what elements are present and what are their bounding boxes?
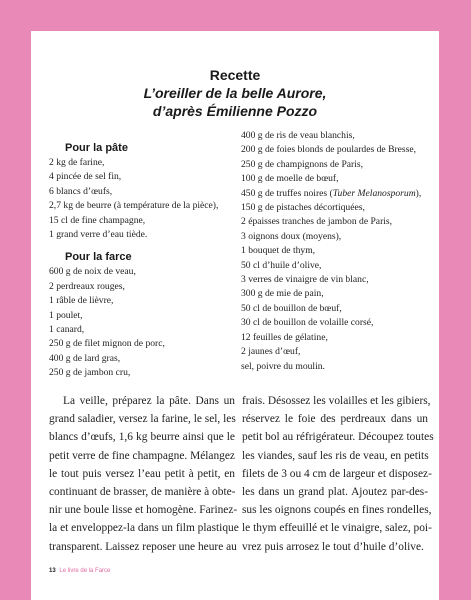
pate-item: 4 pincée de sel fin,	[49, 171, 122, 183]
farce-item: 12 feuilles de gélatine,	[241, 331, 328, 343]
pate-item: 2,7 kg de beurre (à température de la pièce),	[49, 200, 219, 212]
farce-item: 250 g de champignons de Paris,	[241, 158, 364, 170]
page-number: 13	[49, 568, 56, 574]
pate-item: 1 grand verre d’eau tiède.	[49, 229, 148, 241]
body-line: filets de 3 ou 4 cm de largeur et disposez-	[242, 467, 432, 480]
body-line: la et enveloppez-la dans un film plastique	[49, 522, 239, 535]
body-line: le tout puis versez l’eau petit à petit, en	[49, 467, 235, 480]
body-line: grand saladier, versez la farine, le sel, les	[49, 413, 236, 426]
farce-item: 250 g de jambon cru,	[49, 367, 131, 379]
pate-item: 6 blancs d’œufs,	[49, 185, 113, 197]
body-line: continuant de brasser, de manière à obte-	[49, 486, 236, 499]
body-line: transparent. Laissez reposer une heure au	[49, 540, 237, 553]
scientific-name: Tuber Melanosporum	[332, 187, 416, 199]
farce-item: 450 g de truffes noires (Tuber Melanosporum),	[241, 187, 422, 199]
farce-item: 400 g de lard gras,	[49, 352, 121, 364]
body-line: le thym effeuillé et le vinaigre, salez, poi-	[242, 522, 432, 535]
farce-item: 2 jaunes d’œuf,	[241, 346, 301, 358]
farce-item: 1 canard,	[49, 324, 85, 336]
pate-heading: Pour la pâte	[65, 142, 128, 154]
pate-item: 2 kg de farine,	[49, 157, 105, 168]
body-line: réservez le foie des perdreaux dans un	[242, 413, 428, 426]
body-line: petit verre de fine champagne. Mélangez	[49, 449, 235, 462]
body-line: frais. Désossez les volailles et les gibiers,	[242, 395, 431, 407]
body-line: les dans un grand plat. Ajoutez par-des-	[242, 486, 428, 499]
body-line: petit bol au réfrigérateur. Découpez toutes	[242, 431, 434, 444]
body-line: sus les oignons coupés en fines rondelles,	[242, 504, 432, 517]
farce-item: 250 g de filet mignon de porc,	[49, 338, 165, 350]
farce-item: 50 cl d’huile d’olive,	[241, 259, 322, 271]
body-line: vrez puis arrosez le tout d’huile d’olive.	[242, 540, 424, 553]
farce-item: 400 g de ris de veau blanchis,	[241, 130, 355, 141]
farce-item: 3 oignons doux (moyens),	[241, 230, 342, 242]
instructions-right	[242, 392, 434, 556]
farce-item: 2 épaisses tranches de jambon de Paris,	[241, 216, 393, 228]
book-title: Le livre de la Farce	[59, 568, 111, 574]
farce-item: 600 g de noix de veau,	[49, 266, 136, 278]
farce-item: 1 râble de lièvre,	[49, 295, 114, 307]
farce-item: 100 g de moelle de bœuf,	[241, 173, 339, 185]
pate-item: 15 cl de fine champagne,	[49, 214, 146, 226]
body-line: La veille, préparez la pâte. Dans un	[63, 395, 235, 407]
page	[31, 31, 439, 600]
farce-item: 200 g de foies blonds de poulardes de Bresse,	[241, 144, 417, 156]
title-recette: Recette	[209, 67, 261, 83]
title-dish-name: L’oreiller de la belle Aurore,	[143, 85, 327, 101]
title-author: d’après Émilienne Pozzo	[152, 103, 318, 119]
farce-item: 3 verres de vinaigre de vin blanc,	[241, 274, 369, 286]
body-line: nir une boule lisse et homogène. Farinez-	[49, 504, 238, 517]
farce-item: 1 bouquet de thym,	[241, 245, 316, 257]
body-line: blancs d’œufs, 1,6 kg beurre ainsi que le	[49, 431, 235, 444]
farce-item: 150 g de pistaches décortiquées,	[241, 202, 365, 214]
body-line: les viandes, sauf les ris de veau, en petits	[242, 449, 429, 462]
ingredients-left-column	[49, 141, 239, 381]
ingredients-right-column	[241, 129, 431, 374]
page-footer	[49, 567, 110, 575]
instructions-left	[49, 392, 239, 556]
farce-item: 300 g de mie de pain,	[241, 288, 324, 300]
recipe-title	[31, 66, 439, 120]
farce-item: 50 cl de bouillon de bœuf,	[241, 302, 342, 314]
farce-item: 2 perdreaux rouges,	[49, 280, 125, 292]
farce-item: 1 poulet,	[49, 309, 83, 321]
farce-heading: Pour la farce	[65, 251, 132, 264]
farce-item: 30 cl de bouillon de volaille corsé,	[241, 317, 374, 329]
farce-item: sel, poivre du moulin.	[241, 360, 325, 372]
